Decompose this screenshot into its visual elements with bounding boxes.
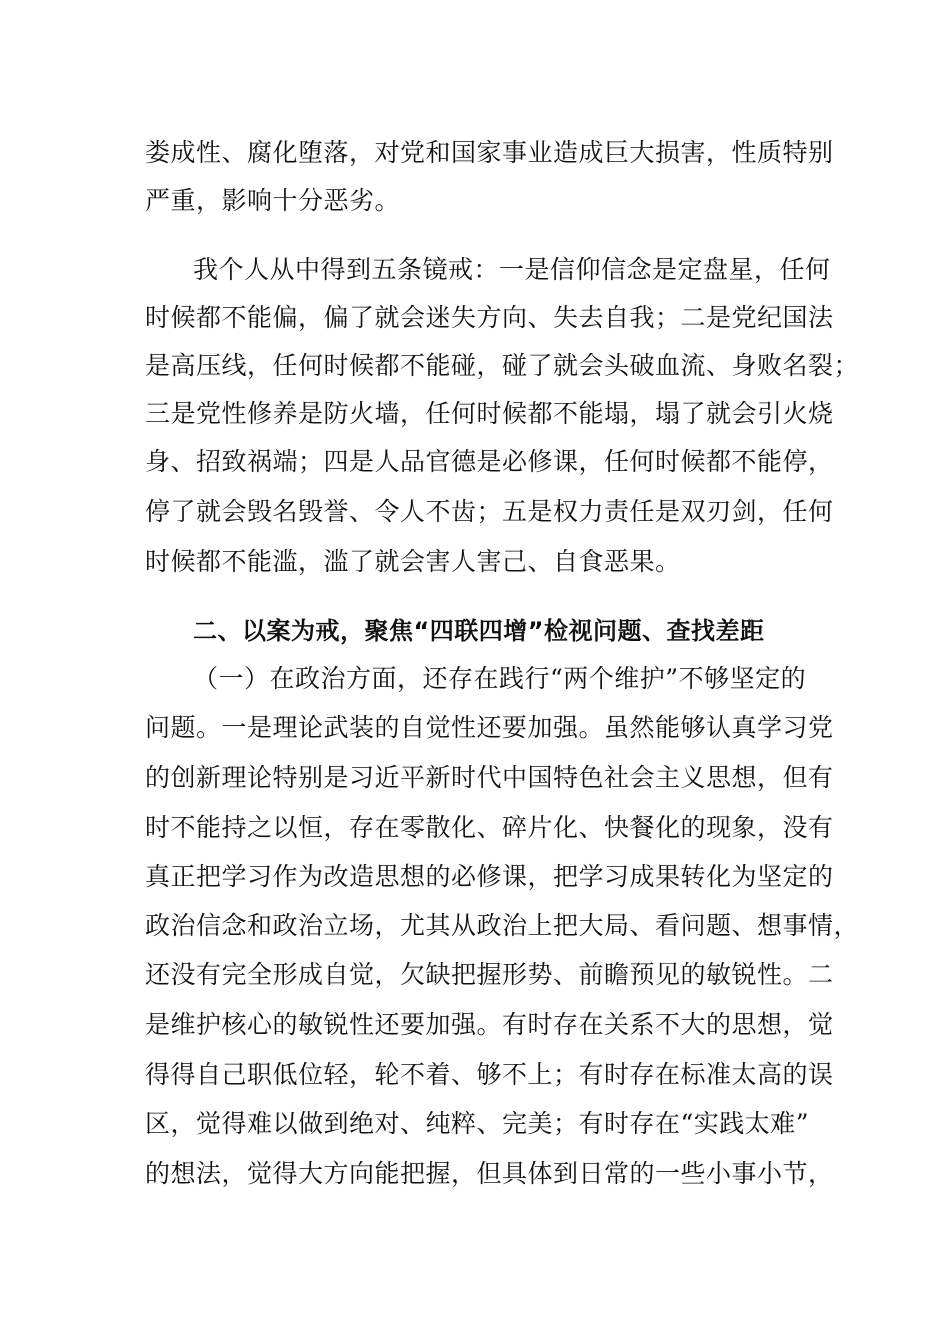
paragraph-line: 的创新理论特别是习近平新时代中国特色社会主义思想，但有 [145,763,834,792]
paragraph-line: 的想法，觉得大方向能把握，但具体到日常的一些小事小节， [145,1159,834,1188]
paragraph-line: 三是党性修养是防火墙，任何时候都不能塌，塌了就会引火烧 [145,399,834,428]
section-heading: 二、以案为戒，聚焦“四联四增”检视问题、查找差距 [193,617,765,645]
paragraph-line: 我个人从中得到五条镜戒：一是信仰信念是定盘星，任何 [193,255,831,284]
paragraph-line: 时不能持之以恒，存在零散化、碎片化、快餐化的现象，没有 [145,813,834,842]
paragraph-line: 是高压线，任何时候都不能碰，碰了就会头破血流、身败名裂； [145,351,860,380]
paragraph-line: 停了就会毁名毁誉、令人不齿；五是权力责任是双刃剑，任何 [145,497,834,526]
paragraph-line: 身、招致祸端；四是人品官德是必修课，任何时候都不能停， [145,447,834,476]
paragraph-line: 区，觉得难以做到绝对、纯粹、完美；有时存在“实践太难” [145,1109,810,1138]
paragraph-line: 是维护核心的敏锐性还要加强。有时存在关系不大的思想，觉 [145,1010,834,1039]
paragraph-line: 政治信念和政治立场，尤其从政治上把大局、看问题、想事情， [145,911,860,940]
paragraph-line: （一）在政治方面，还存在践行“两个维护”不够坚定的 [193,664,807,693]
paragraph-line: 时候都不能滥，滥了就会害人害己、自食恶果。 [145,547,681,576]
paragraph-line: 严重，影响十分恶劣。 [145,186,401,215]
paragraph-line: 真正把学习作为改造思想的必修课，把学习成果转化为坚定的 [145,862,834,891]
paragraph-line: 问题。一是理论武装的自觉性还要加强。虽然能够认真学习党 [145,713,834,742]
paragraph-line: 时候都不能偏，偏了就会迷失方向、失去自我；二是党纪国法 [145,303,834,332]
paragraph-line: 得得自己职低位轻，轮不着、够不上；有时存在标准太高的误 [145,1060,834,1089]
paragraph-line: 还没有完全形成自觉，欠缺把握形势、前瞻预见的敏锐性。二 [145,960,834,989]
paragraph-line: 娄成性、腐化堕落，对党和国家事业造成巨大损害，性质特别 [145,138,834,167]
